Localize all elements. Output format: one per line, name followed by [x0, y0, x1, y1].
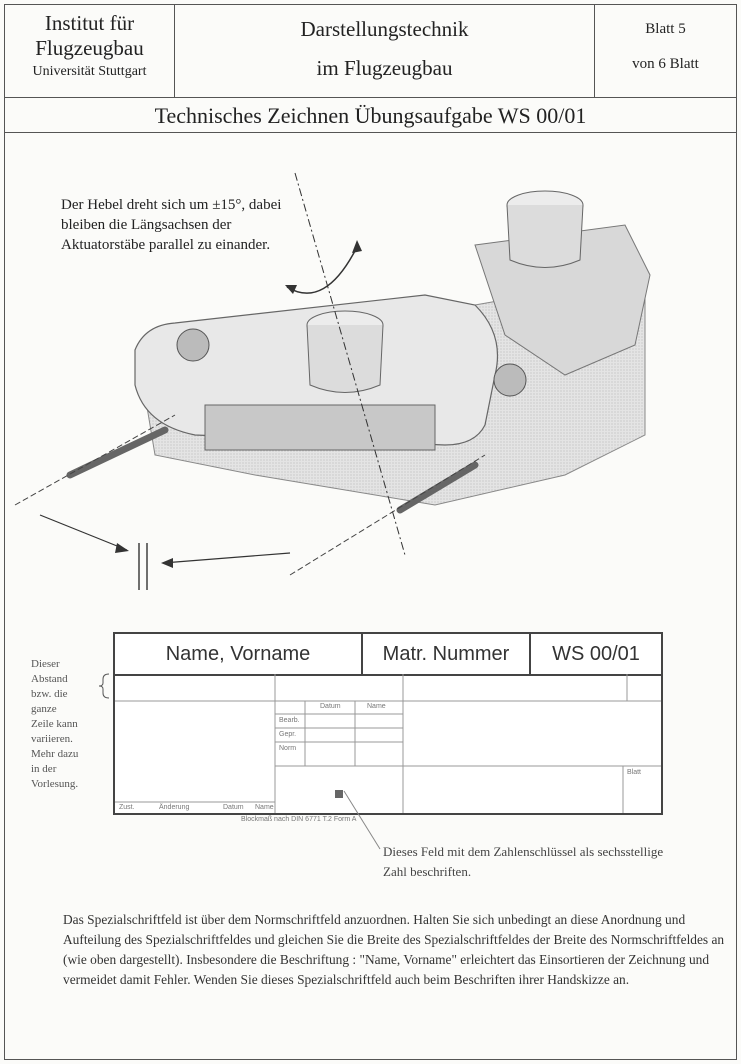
rotation-arrowhead-top: [352, 240, 362, 253]
lever-bar-shape: [205, 405, 435, 450]
sheet-number: Blatt 5: [645, 21, 686, 37]
left-rod: [70, 430, 165, 475]
name-field: Name, Vorname: [115, 634, 363, 674]
name2-label: Name: [255, 804, 274, 811]
subject-line1: Darstellungstechnik: [300, 17, 469, 41]
norm-label: Norm: [279, 745, 297, 752]
subject-line2: im Flugzeugbau: [316, 56, 453, 80]
datum2-label: Datum: [223, 804, 244, 811]
institute-cell: [5, 5, 175, 97]
bearb-label: Bearb.: [279, 717, 300, 724]
datum-label: Datum: [320, 703, 341, 710]
subject-cell: [175, 5, 595, 97]
drawing-sheet: [4, 4, 737, 1060]
side-note: Dieser Abstand bzw. die ganze Zeile kann variieren. Mehr dazu in der Vorlesung.: [31, 658, 79, 790]
semester-field: WS 00/01: [552, 643, 640, 665]
zust-label: Zust.: [119, 804, 135, 811]
sheet-total: von 6 Blatt: [632, 56, 699, 72]
instructions-paragraph: Das Spezialschriftfeld ist über dem Normschriftfeld anzuordnen. Halten Sie sich unbedingt an diese Anordnung und Aufteilung des Spezialschriftfeldes und gleichen Sie die Breite des Spezialschriftfeldes der Breite des Normschriftfeldes an (wie oben dargestellt). Insbesondere die Beschriftung : "Name, Vorname" erleichtert das Einsortieren der Zeichnung und vermeidet damit Fehler. Wenden Sie dieses Spezialschriftfeld auch beim Beschriften ihrer Handskizze an.: [63, 912, 725, 987]
left-axis-line: [15, 415, 175, 505]
special-title-row: [115, 634, 661, 676]
institute-line1: Institut für: [44, 11, 135, 35]
page-title: Technisches Zeichnen Übungsaufgabe WS 00/01: [5, 97, 736, 133]
institute-line2: Flugzeugbau: [35, 36, 144, 60]
right-bolt: [494, 364, 526, 396]
callout-text: Dieses Feld mit dem Zahlenschlüssel als sechsstellige Zahl beschriften.: [383, 844, 664, 879]
brace-icon: [97, 673, 111, 699]
name-label-small: Name: [367, 703, 386, 710]
top-tube-shape: [507, 205, 583, 268]
sheet-number-cell: [595, 5, 736, 97]
center-tube-shape: [307, 325, 383, 393]
left-parallel-arrow: [40, 515, 127, 550]
gepr-label: Gepr.: [279, 731, 297, 738]
right-parallel-arrowhead: [161, 558, 173, 568]
rotation-arrowhead-bottom: [285, 285, 297, 294]
figure-note: Der Hebel dreht sich um ±15°, dabei bleiben die Längsachsen der Aktuatorstäbe parallel zu einander.: [61, 197, 282, 253]
right-parallel-arrow: [163, 553, 290, 563]
left-bolt: [177, 329, 209, 361]
aenderung-label: Änderung: [159, 804, 190, 811]
matr-field: Matr. Nummer: [363, 634, 531, 674]
university-name: Universität Stuttgart: [32, 64, 147, 79]
title-block-footer: Blockmaß nach DIN 6771 T.2 Form A: [241, 816, 357, 823]
left-parallel-arrowhead: [115, 543, 129, 553]
blatt-label-small: Blatt: [627, 769, 642, 776]
